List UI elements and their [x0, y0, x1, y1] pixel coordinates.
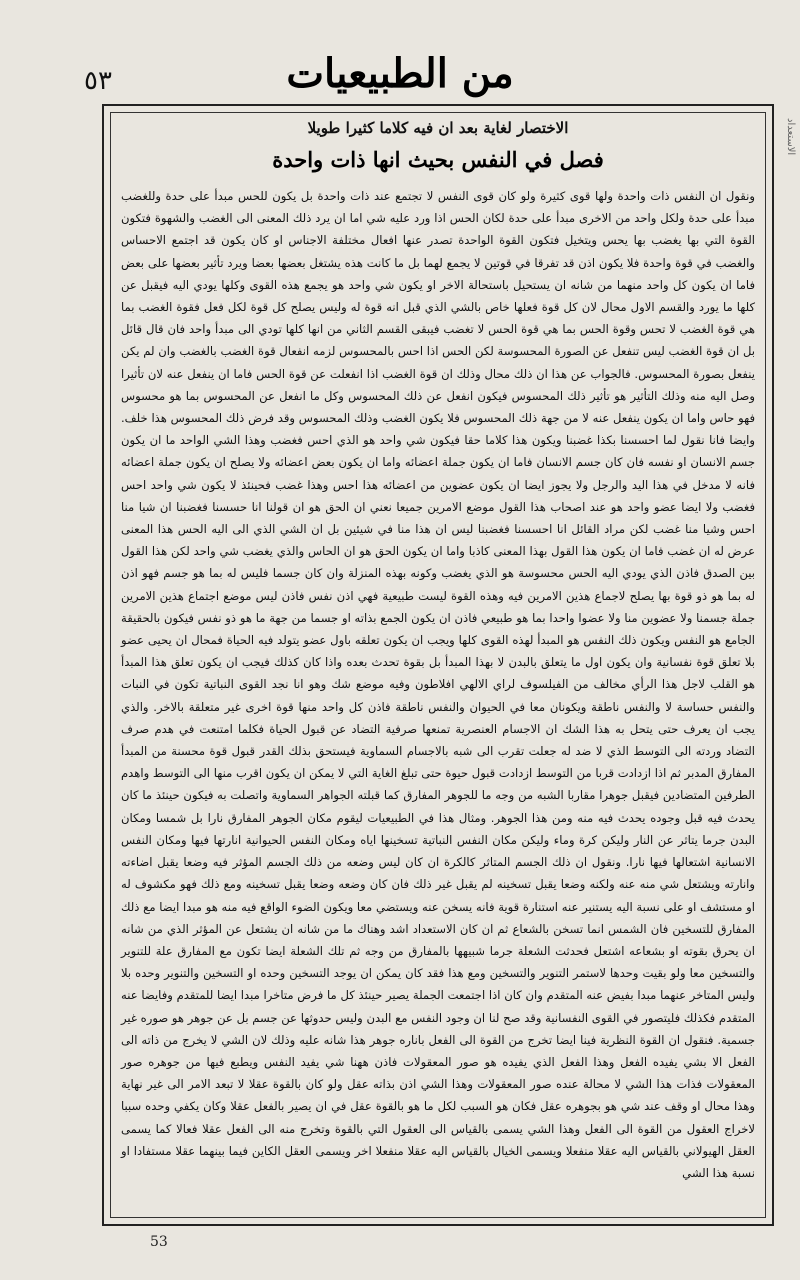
text-frame	[110, 112, 766, 1218]
section-title: فصل في النفس بحيث انها ذات واحدة	[272, 147, 604, 172]
body-paragraph: ونقول ان النفس ذات واحدة ولها قوى كثيرة ولو كان قوى النفس لا تجتمع عند ذات واحدة بل يكون للحس مبدأ على حدة وللغضب مبدأ على حدة ولكل واحد من الاخرى مبدأ على حدة لكان الحس اذا ورد عليه شي اما ان يرد ذلك المعنى الى الغضب والشهوة فتكون القوة التي بها يغضب بها يحس ويتخيل فتكون القوة الواحدة تصدر عنها افعال مختلفة الاجناس او كان يكون قد اجتمع الاحساس والغضب في قوة واحدة فلا يكون اذن قد تفرقا في قوتين لا يجمع لهما بل ما كانت هذه يشتغل بعضها بعضا ويرد تأثير بعضها على بعض فاما ان يكون كل واحد منهما من شانه ان يستحيل باستحالة الاخر او يكون شي واحد هو يجمع هذه القوى وكلها يودي اليه فيقبل عن كلها ما يورد والقسم الاول محال لان كل قوة فعلها خاص بالشي الذي قبل انه قوة له وليس يصلح كل قوة لكل فعل فقوة الغضب بما هي قوة الغضب لا تحس وقوة الحس بما هي قوة الحس لا تغضب فيبقى القسم الثاني من انها كلها تودي الى مبدأ واحد فان قال قائل بل ان قوة الغضب ليس تنفعل عن الصورة المحسوسة لكن الحس اذا احس بالمحسوس لزمه انفعال قوة الغضب بالغضب وان لم يكن ينفعل بصورة المحسوس. فالجواب عن هذا ان ذلك محال وذلك ان قوة الغضب اذا انفعلت عن قوة الحس فاما ان ينفعل عنه لان تأثيرا وصل اليه منه وذلك التأثير هو تأثير ذلك المحسوس فيكون انفعل عن ذلك المحسوس وكل ما انفعل عن المحسوس بما هو محسوس فهو حاس واما ان يكون ينفعل عنه لا من جهة ذلك المحسوس فلا يكون الغضب وذلك المحسوس وقد فرض ذلك المحسوس هذا خلف. وايضا فانا نقول لما احسسنا بكذا غضبنا ويكون هذا كلاما حقا فيكون شي واحد هو الذي احس فغضب وهذا الشي الواحد ما ان يكون جسم الانسان او نفسه فان كان جسم الانسان فاما ان يكون جملة اعضائه واما ان يكون بعض اعضائه ولا يصلح ان يكون جملة اعضائه فانه لا مدخل في هذا اليد والرجل ولا يجوز ايضا ان يكون عضوين من اعضائه هذا احس وهذا غضب فحينئذ لا يكون شي واحد احس فغضب ولا ايضا عضو واحد هو عند اصحاب هذا القول موضع الامرين جميعا نعني ان الحق هو ان قولنا انا حسسنا فغضبنا ان شيا منا احس وشيا منا غضب لكن مراد القائل انا احسسنا فغضبنا ليس ان هذا منا في شيئين بل ان الشي الذي الى اليه الحس هذا المعنى عرض له ان غضب فاما ان يكون هذا القول بهذا المعنى كاذبا واما ان يكون الحق هو ان الحاس والذي يغضب شي واحد لكن هذا القول بين الصدق فاذن الذي يودي اليه الحس محسوسة هو الذي يغضب وكونه بهذه المنزلة وان كان جسما فليس له بما هو جسم فهو اذن له بما هو ذو قوة بها يصلح لاجماع هذين الامرين فيه وهذه القوة ليست طبيعية فهي اذن نفس فاذن ليس موضع اجتماع هذين الامرين جملة جسمنا ولا عضوين منا ولا عضوا واحدا بما هو طبيعي فاذن ان يكون الجمع بذاته او جسما من جهة ما هو ذو نفس فيكون بالحقيقة الجامع هو النفس ويكون ذلك النفس هو المبدأ لهذه القوى كلها ويجب ان يكون تعلقه باول عضو يتولد فيه الحياة فمحال ان يحيى عضو بلا تعلق قوة نفسانية وان يكون اول ما يتعلق بالبدن لا بهذا المبدأ بل بقوة تحدث بعده واذا كان كذلك فيجب ان يكون تعلق هذا المبدأ هو القلب لاجل هذا الرأي مخالف من الفيلسوف لراي الالهي افلاطون وفيه موضع شك وهو انا نجد القوى النباتية تكون في النبات والنفس حساسة لا والنفس ناطقة ويكونان معا في الحيوان والنفس ناطقة فاذن كل واحد منها قوة اخرى غير متعلقة بالاخر. والذي يجب ان يعرف حتى يتحل به هذا الشك ان الاجسام العنصرية تمنعها صرفية التضاد عن قبول الحياة فكلما امتنعت في هدم صرف التضاد وردته الى التوسط الذي لا ضد له جعلت تقرب الى شبه بالاجسام السماوية فيستحق بذلك القدر قبول قوة محسنة من المبدأ المفارق المدبر ثم اذا ازدادت قربا من التوسط ازدادت قبول حيوة حتى تبلغ الغاية التي لا يمكن ان يكون اقرب منها الى التوسط واهدم الطرفين المتضادين فيقبل جوهرا مقاربا الشبه من وجه ما للجوهر المفارق كما قبلته الجواهر السماوية واتصلت به فيكون حينئذ ما كان يحدث فيه قبل وجوده يحدث فيه منه ومن هذا الجوهر. ومثال هذا في الطبيعيات ليقوم مكان الجوهر المفارق نارا بل شمسا ومكان البدن جرما يتاثر عن النار وليكن كرة وماء وليكن مكان النفس النباتية تسخينها اياه ومكان النفس الحيوانية انارتها فيها ومكان النفس الانسانية اشتعالها فيها نارا. ونقول ان ذلك الجسم المتاثر كالكرة ان كان ليس وضعه من ذلك الجسم المؤثر فيه وضعا يقبل اضاءته وانارته ويشتعل شي منه عنه ولكنه وضعا يقبل تسخينه لم يقبل غير ذلك فان كان وضعه وضعا يقبل تسخينه ومع ذلك فهو مكشوف له او مستشف او على نسبة اليه يستنير عنه استنارة قوية فانه يسخن عنه ويستضي معا ويكون الضوء الواقع فيه منه هو مبدا ايضا مع ذلك المفارق للتسخين فان الشمس انما تسخن بالشعاع ثم ان كان الاستعداد اشد وهناك ما من شانه ان يشتعل عن المؤثر الذي من شانه ان يحرق بقوته او بشعاعه اشتعل فحدثت الشعلة جرما شبيهها بالمفارق من وجه ثم تلك الشعلة ايضا تكون مع المفارق علة للتنوير والتسخين معا ولو بقيت وحدها لاستمر التنوير والتسخين ومع هذا فقد كان يمكن ان يوجد التسخين وحده او التسخين والتنوير وحده بلا وليس المتاخر عنهما مبدا بفيض عنه المتقدم وان كان اذا اجتمعت الجملة يصير حينئذ كل ما فرض متاخرا مبدا ايضا للمتقدم وفايضا عنه المتقدم فكذلك فليتصور في القوى النفسانية وقد صح لنا ان وجود النفس مع البدن وليس حدوثها عن جسم بل عن جوهر هو صوره غير جسمية. فنقول ان القوة النظرية فينا ايضا تخرج من القوة الى الفعل باناره جوهر هذا شانه عليه وذلك لان الشي لا يخرج من ذاته الى الفعل الا بشي يفيده الفعل وهذا الفعل الذي يفيده هو صور المعقولات فاذن ههنا شي يفيد النفس ويطبع فيها من جوهره صور المعقولات فذات هذا الشي لا محالة عنده صور المعقولات وهذا الشي اذن بذاته عقل ولو كان بالقوة عقلا لا تبعد الامر الى غير نهاية وهذا محال او وقف عند شي هو بجوهره عقل فكان هو السبب لكل ما هو بالقوة عقل في ان يصير بالفعل عقلا وكان يكفي وحده سببا لاخراج العقول من القوة الى الفعل وهذا الشي يسمى بالقياس الى العقول التي بالقوة وتخرج منه الى الفعل عقلا فعالا كما يسمى العقل الهيولاني بالقياس اليه عقلا منفعلا ويسمى الخيال بالقياس اليه عقلا منفعلا اخر ويسمى العقل الكاين فيما بينهما عقلا مستفادا او نسبة هذا الشي	[121, 189, 755, 1180]
lead-line: الاختصار لغاية بعد ان فيه كلاما كثيرا طويلا	[307, 119, 569, 137]
page-number: 53	[150, 1234, 168, 1250]
running-title: من الطبيعيات	[286, 50, 514, 97]
folio-number: ٥٣	[84, 66, 112, 96]
margin-note: الاستعداد	[785, 118, 796, 156]
